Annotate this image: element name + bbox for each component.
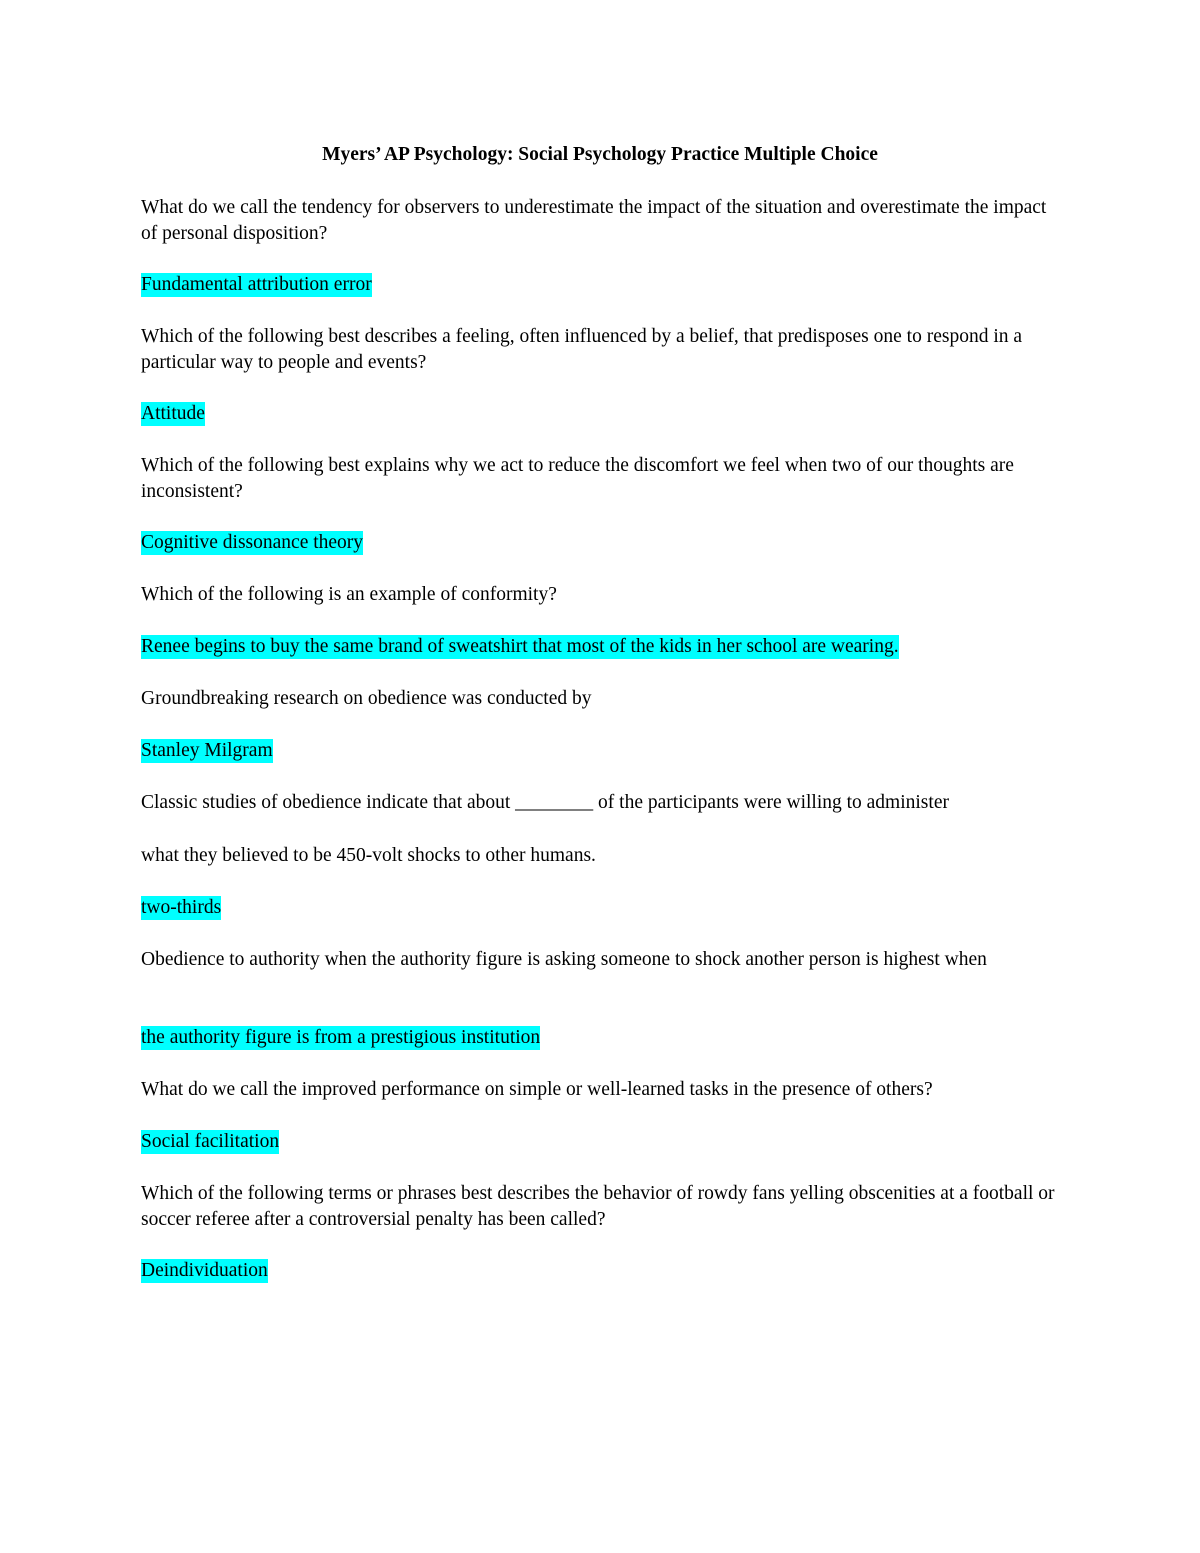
document-title: Myers’ AP Psychology: Social Psychology Practice Multiple Choice bbox=[322, 144, 878, 165]
answer-1 bbox=[141, 272, 1066, 298]
answer-6 bbox=[141, 895, 1066, 921]
question-1: What do we call the tendency for observers to underestimate the impact of the situation and overestimate the impact of personal disposition? bbox=[141, 197, 1047, 244]
answer-highlight: two-thirds bbox=[141, 897, 222, 918]
answer-highlight: Stanley Milgram bbox=[141, 740, 273, 761]
answer-9 bbox=[141, 1258, 1066, 1284]
answer-highlight: Attitude bbox=[141, 403, 205, 424]
question-6: Classic studies of obedience indicate that about ________ of the participants were willing to administer bbox=[141, 792, 949, 813]
question-3: Which of the following best explains why we act to reduce the discomfort we feel when two of our thoughts are inconsistent? bbox=[141, 455, 1014, 502]
question-9: Which of the following terms or phrases best describes the behavior of rowdy fans yelling obscenities at a football or soccer referee after a controversial penalty has been called? bbox=[141, 1183, 1055, 1230]
answer-7 bbox=[141, 1025, 1066, 1051]
question-7: Obedience to authority when the authority figure is asking someone to shock another person is highest when bbox=[141, 949, 987, 970]
answer-highlight: the authority figure is from a prestigious institution bbox=[141, 1027, 541, 1048]
question-8: What do we call the improved performance on simple or well-learned tasks in the presence of others? bbox=[141, 1079, 933, 1100]
question-2: Which of the following best describes a feeling, often influenced by a belief, that predisposes one to respond in a particular way to people and events? bbox=[141, 326, 1023, 373]
answer-highlight: Cognitive dissonance theory bbox=[141, 532, 364, 553]
answer-highlight: Social facilitation bbox=[141, 1131, 280, 1152]
question-4: Which of the following is an example of conformity? bbox=[141, 584, 557, 605]
answer-3 bbox=[141, 530, 1066, 556]
question-6-continued: what they believed to be 450-volt shocks to other humans. bbox=[141, 845, 596, 866]
question-5: Groundbreaking research on obedience was conducted by bbox=[141, 688, 592, 709]
answer-8 bbox=[141, 1129, 1066, 1155]
answer-highlight: Fundamental attribution error bbox=[141, 274, 372, 295]
answer-5 bbox=[141, 738, 1066, 764]
answer-4 bbox=[141, 634, 1141, 660]
answer-highlight: Deindividuation bbox=[141, 1260, 268, 1281]
answer-highlight: Renee begins to buy the same brand of sweatshirt that most of the kids in her school are wearing. bbox=[141, 636, 899, 657]
answer-2 bbox=[141, 401, 1066, 427]
